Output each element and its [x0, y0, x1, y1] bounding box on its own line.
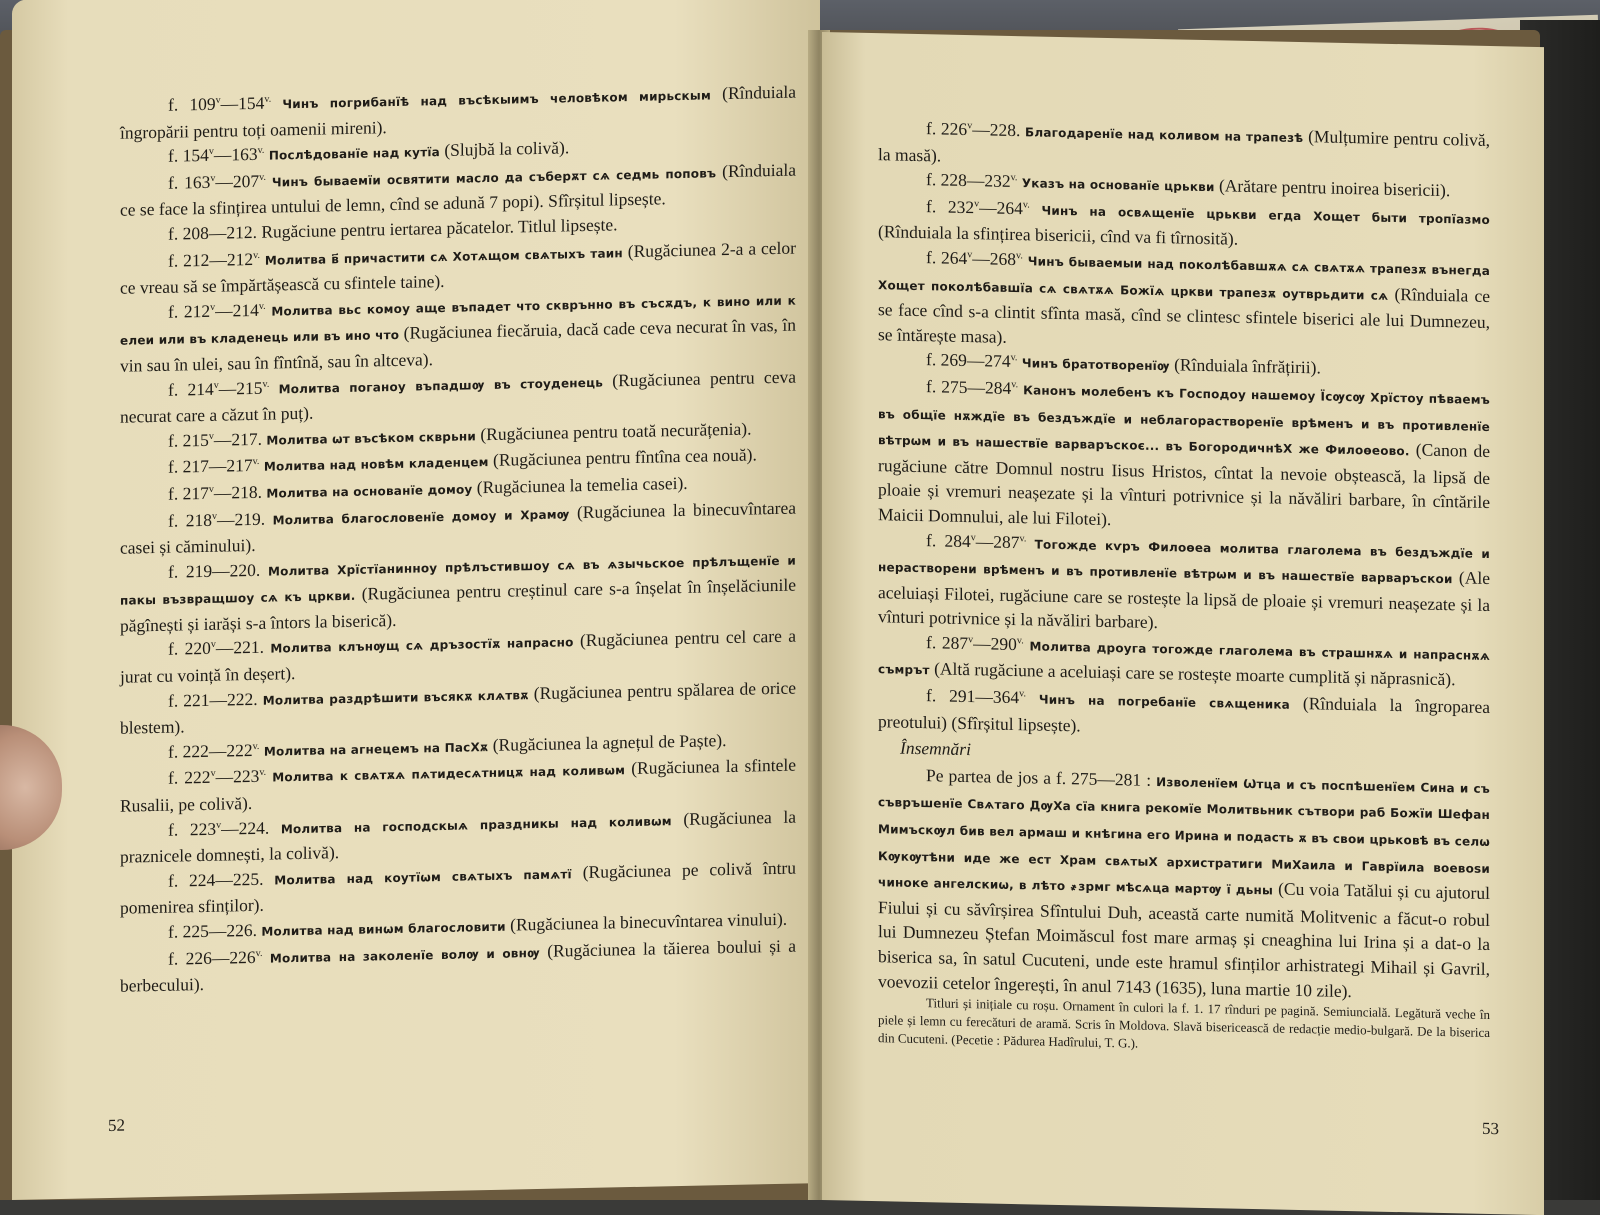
romanian-translation: (Rugăciunea la binecuvîntarea vinului).: [510, 908, 788, 935]
folio-start-verso: v: [208, 430, 214, 442]
slavonic-title: Молитва на заколенїе волѹ и овнѹ: [269, 945, 540, 966]
folio-start: f. 109: [168, 93, 216, 115]
romanian-translation: (Rînduiala îngropării pentru toți oamenii mireni).: [120, 81, 797, 143]
folio-end-verso: v.: [1011, 379, 1019, 391]
slavonic-title: Чинъ бываемїи освятити масло да съберѫт сѧ седмь поповъ: [271, 166, 717, 190]
catalog-entry: [120, 286, 796, 378]
folio-start-verso: v: [208, 483, 214, 495]
folio-end-verso: v.: [259, 171, 266, 183]
folio-end: —222: [208, 739, 253, 761]
slavonic-title: Канонъ молебенъ къ Господоу нашемоу Їсѹсѹ Хрїстоу пѣваемъ въ общїе нѫждїе въ бездъждїе и неблагорастворенїе врѣменъ и въ противленїе вѣтрѡм и въ нашествїе варваръскоє... въ БогородичнѣХ же Филоѳеово.: [878, 383, 1490, 459]
folio-start: f. 275: [926, 376, 968, 397]
romanian-translation: (Rugăciunea pentru ceva necurat care a căzut în puț).: [120, 366, 796, 427]
romanian-translation: (Altă rugăciune a aceluiași care se rostește moarte cumplită și năprasnică).: [934, 658, 1456, 690]
catalog-entry: [120, 546, 796, 638]
romanian-translation: (Rugăciunea pe colivă întru pomenirea sfinților).: [120, 857, 797, 919]
folio-end: —274: [966, 350, 1011, 372]
folio-end-verso: v.: [1016, 635, 1024, 647]
folio-end-verso: v.: [255, 947, 263, 959]
folio-start-verso: v: [216, 819, 222, 831]
folio-start-verso: v: [215, 94, 221, 106]
folio-end: —154: [220, 92, 265, 114]
folio-start: f. 284: [926, 529, 971, 551]
catalog-entry: [878, 527, 1490, 642]
romanian-translation: (Rugăciunea fiecăruia, dacă cade ceva necurat în vas, în vin sau în ulei, sau în fîntînă, sau în altceva).: [120, 314, 796, 376]
right-page-entries: [878, 115, 1490, 746]
folio-end-verso: v.: [1016, 250, 1023, 262]
folio-start-verso: v: [210, 172, 216, 184]
folio-start-verso: v: [968, 634, 974, 646]
folio-end: —163: [213, 144, 258, 165]
folio-end: —226.: [208, 919, 257, 941]
catalog-entry: [878, 244, 1490, 359]
romanian-translation: (Rînduiala la sfințirea bisericii, cînd va fi tîrnosită).: [878, 221, 1239, 250]
folio-start-verso: v: [967, 120, 973, 132]
folio-end-verso: v.: [253, 249, 260, 261]
note-romanian: (Cu voia Tatălui și cu ajutorul Fiului și cu săvîrșirea Sfîntului Duh, această carte numită Molitvenic a făcut-o robul lui Dumnezeu Ștefan Moimăscul fost mare armaș și cneaghina lui Irina și a dat-o la biserica sa, în satul Cucuteni, unde este hramul sfinților arhistrategi Mihail și Gavril, voevozii cetelor îngerești, în anul 7143 (1635), luna martie 10 zile).: [878, 878, 1491, 1001]
folio-end-verso: v.: [252, 740, 260, 752]
folio-start: f. 218: [168, 509, 212, 531]
folio-start-verso: v: [211, 510, 217, 522]
folio-end: —217: [208, 455, 253, 477]
slavonic-title: Молитва над новѣм кладенцем: [263, 455, 489, 475]
footnote: Titluri și inițiale cu roșu. Ornament în culori la f. 1. 17 rînduri pe pagină. Semiuncială. Legătură veche în piele și lemn cu ferecături de aramă. Scris în Moldova. Slavă bisericească de redacție medio-bulgară. De la biserica din Cucuteni. (Pecetie : Pădurea Hadîrului, T. G.).: [878, 995, 1490, 1051]
folio-start: f. 264: [926, 247, 968, 269]
romanian-translation: Rugăciune pentru iertarea păcatelor. Titlul lipsește.: [261, 214, 618, 242]
note-slavonic: Изволенїем Ѡтца и съ поспѣшенїем Сина и съ съвръшенїе Свѧтаго ДѹХа сїа книга рекомїе Молитвьник сътвори раб Божїи Шефан Мимъскѹл бив вел армаш и кнѣгина его Ирина и подасть ѫ въ свои црьковѣ въ селѡ Кѹкѹтѣни иде же ест Храм свѧтыХ архистратиги МиХаила и Гаврїила воевоѕи чиноке ангелскиѡ, в лѣто ҂зрмг мѣсѧца мартѹ ї дьны: [878, 774, 1491, 898]
folio-start: f. 214: [168, 378, 214, 400]
folio-end-verso: v.: [258, 300, 266, 312]
left-page: [12, 0, 820, 1200]
folio-start: f. 212: [168, 249, 210, 271]
folio-end-verso: v.: [1022, 199, 1030, 211]
romanian-translation: (Rugăciunea la temelia casei).: [476, 472, 688, 498]
note-intro: Pe partea de jos a f. 275—281 :: [926, 765, 1152, 790]
romanian-translation: (Rînduiala la îngroparea preotului) (Sfîrșitul lipsește).: [878, 693, 1491, 736]
folio-end: —268: [972, 248, 1017, 270]
catalog-entry: [878, 373, 1490, 539]
folio-end: —218.: [213, 481, 262, 503]
folio-start: f. 224: [168, 869, 216, 891]
slavonic-title: Молитва над винѡм благословити: [261, 919, 506, 939]
folio-start: f. 228: [926, 169, 967, 191]
folio-end: —219.: [216, 508, 266, 530]
folio-end-verso: v.: [1010, 172, 1018, 184]
folio-start-verso: v: [210, 301, 216, 313]
folio-start: f. 269: [926, 349, 967, 371]
romanian-translation: (Rînduiala înfrățirii).: [1174, 354, 1321, 378]
folio-start: f. 223: [168, 818, 217, 840]
notes-heading: Însemnări: [900, 737, 971, 760]
romanian-translation: (Rugăciunea 2-a a celor ce vreau să se împărtășească cu sfintele taine).: [120, 237, 796, 298]
folio-start: f. 154: [168, 145, 209, 166]
slavonic-title: Молитва в҃ причастити сѧ Хотѧщом свѧтыхъ таин: [264, 245, 623, 268]
left-page-text: [120, 80, 796, 999]
folio-start: f. 221: [168, 689, 210, 711]
folio-end: —221.: [215, 637, 264, 659]
slavonic-title: Молитва клънѹщ сѧ дръзостїѫ напрасно: [270, 635, 574, 657]
folio-end: —224.: [221, 817, 270, 839]
romanian-translation: (Rînduiala ce se face cînd s-a clintit sfînta masă, cînd se clintesc sfintele biserici ale lui Dumnezeu, se întărește masa).: [878, 283, 1491, 347]
slavonic-title: Молитва на основанїе домоу: [266, 482, 473, 501]
folio-start: f. 222: [168, 767, 211, 789]
folio-end: —284: [967, 376, 1012, 398]
folio-end: —214: [215, 299, 259, 321]
folio-end-verso: v.: [252, 456, 260, 468]
right-page: [822, 32, 1544, 1215]
romanian-translation: (Slujbă la colivă).: [444, 137, 570, 161]
folio-start: f. 219: [168, 560, 213, 582]
folio-end-verso: v.: [257, 145, 265, 157]
slavonic-title: Молитва к свѧтѫѧ пѧтидесѧтницѫ над коливѡм: [272, 763, 626, 785]
folio-end: —207: [215, 170, 260, 192]
slavonic-title: Чинъ бываемыи над поколѣбавшѫѧ сѧ свѧтѫѧ трапезѫ вънегда Хощет поколѣбавшїа сѧ свѧтѫѧ Божїѧ цркви трапезѫ оутврьдити сѧ: [878, 254, 1491, 303]
slavonic-title: Тогожде кѵръ Филоѳеа молитва глаголема въ бездъждїе и нерастворени врѣменъ и въ противленїе вѣтрѡм и въ нашествїе варваръскои: [878, 536, 1491, 587]
romanian-translation: (Mulțumire pentru colivă, la masă).: [878, 126, 1491, 166]
folio-start: f. 217: [168, 456, 209, 478]
page-number-left: 52: [108, 1115, 125, 1135]
romanian-translation: (Rugăciunea la sfintele Rusalii, pe colivă).: [120, 755, 797, 816]
slavonic-title: Молитва благословенїе домоу и Храмѹ: [272, 506, 570, 528]
folio-end-verso: v.: [1019, 688, 1026, 700]
folio-start: f. 225: [168, 920, 209, 942]
slavonic-title: Молитва Хрїстїанинноу прѣлъстившоу сѧ въ ѧзычьское прѣлъщенїе и пакы възвращшоу сѧ къ цркви.: [120, 553, 796, 609]
romanian-translation: (Rugăciunea la tăierea boului și a berbecului).: [120, 935, 797, 996]
slavonic-title: Благодаренїе над коливом на трапезѣ: [1025, 125, 1304, 146]
folio-start: f. 220: [168, 638, 211, 660]
folio-start-verso: v: [974, 198, 980, 210]
folio-end: —215: [218, 377, 263, 399]
folio-start: f. 232: [926, 195, 975, 217]
folio-start: f. 212: [168, 300, 211, 322]
folio-end-verso: v.: [1010, 352, 1018, 364]
folio-end: —220.: [212, 559, 261, 581]
folio-start: f. 163: [168, 171, 211, 193]
romanian-translation: (Rugăciunea pentru fîntîna cea nouă).: [493, 444, 757, 471]
romanian-translation: (Ale aceluiași Filotei, rugăciune care se rostește la lipsă de ploaie și vremuri neașezate și la vînturi potrivnice și la năvăliri barbare).: [878, 567, 1490, 633]
slavonic-title: Молитва ѡт въсѣком скврьни: [266, 429, 476, 448]
folio-start: f. 226: [926, 118, 968, 140]
slavonic-title: Чинъ на погребанїе свѧщеника: [1038, 692, 1290, 712]
slavonic-title: Молитва на агнецемъ на ПасХѫ: [263, 739, 489, 759]
slavonic-title: Указъ на основанїе црькви: [1021, 176, 1215, 195]
romanian-translation: (Rugăciunea pentru spălarea de orice blestem).: [120, 677, 797, 738]
folio-start-verso: v: [210, 639, 216, 651]
slavonic-title: Послѣдованїе над кутїа: [268, 145, 440, 163]
slavonic-title: Чинъ братотворенїѹ: [1021, 356, 1170, 374]
folio-end: —264: [979, 197, 1023, 218]
right-page-text: [878, 115, 1490, 1060]
romanian-translation: (Rugăciunea pentru cel care a jurat cu voință în deșert).: [120, 626, 797, 687]
folio-start: f. 291: [926, 685, 976, 707]
folio-end-verso: v.: [259, 767, 267, 779]
folio-start: f. 226: [168, 947, 212, 969]
folio-end-verso: v.: [1019, 532, 1027, 544]
folio-end: —364: [975, 686, 1020, 708]
folio-start: f. 208: [168, 222, 209, 244]
folio-start-verso: v: [970, 531, 976, 543]
romanian-translation: (Rugăciunea la agnețul de Paște).: [492, 729, 727, 755]
folio-end: —290: [973, 633, 1017, 654]
slavonic-title: Чинъ на освѧщенїе црькви егда Хощет быти тропїазмо: [1041, 203, 1490, 227]
slavonic-title: Молитва поганоу въпадшѹ въ стоуденець: [278, 375, 603, 396]
folio-end: —232: [966, 170, 1011, 192]
slavonic-title: Чинъ погрибанїѣ над въсѣкыимъ человѣком мирьскым: [282, 88, 711, 112]
folio-start-verso: v: [967, 249, 973, 261]
slavonic-title: Молитва на господскыѧ праздникы над коливѡм: [280, 813, 672, 836]
folio-start: f. 215: [168, 429, 209, 451]
romanian-translation: (Arătare pentru inoirea bisericii).: [1218, 175, 1451, 201]
folio-end: —287: [975, 530, 1020, 552]
folio-end: —223: [215, 766, 260, 788]
folio-end-verso: v.: [264, 93, 272, 105]
slavonic-title: Молитва дроуга тогожде глаголема въ страшнѫѧ и напраснѫѧ съмрът: [878, 639, 1491, 678]
romanian-translation: (Rugăciunea la binecuvîntarea casei și căminului).: [120, 497, 797, 558]
folio-end: —225.: [215, 868, 264, 890]
folio-end: —212: [209, 248, 254, 270]
folio-end: —228.: [972, 119, 1021, 141]
folio-end: —217.: [213, 428, 262, 450]
folio-start-verso: v: [213, 379, 219, 391]
folio-end-verso: v.: [262, 378, 270, 390]
romanian-translation: (Rugăciunea la praznicele domnești, la colivă).: [120, 806, 797, 867]
slavonic-title: Молитва вьс комоу аще въпадет что скврънно въ съсѫдъ, к вино или к елеи или въ кладенець или въ ино что: [120, 293, 797, 349]
folio-start: f. 222: [168, 740, 209, 762]
folio-end: —212.: [208, 221, 257, 243]
folio-start: f. 287: [926, 632, 969, 653]
romanian-translation: (Rugăciunea pentru creștinul care s-a înșelat în înșelăciunile păgînești și iarăși s-a întors la biserică).: [120, 574, 796, 636]
note-paragraph: [878, 762, 1490, 1006]
slavonic-title: Молитва над коутїѡм свѧтыхъ памѧтї: [274, 867, 572, 888]
folio-start-verso: v: [210, 768, 216, 780]
page-number-right: 53: [1482, 1118, 1499, 1139]
romanian-translation: (Canon de rugăciune către Domnul nostru Iisus Hristos, cîntat la nevoie obștească, la lipsă de ploaie și vremuri neașezate și la vînturi potrivnice și la năvăliri barbare, în cîntările Maicii Domnului, ale lui Filotei).: [878, 439, 1490, 529]
slavonic-title: Молитва раздрѣшити въсякѫ клѧтвѫ: [262, 687, 529, 708]
romanian-translation: (Rînduiala ce se face la sfințirea untului de lemn, cînd se adună 7 popi). Sfîrșitul lipsește.: [120, 159, 797, 221]
folio-start: f. 217: [168, 482, 209, 504]
romanian-translation: (Rugăciunea pentru toată necurățenia).: [480, 418, 752, 444]
folio-start-verso: v: [208, 146, 214, 158]
folio-end: —222.: [209, 688, 258, 710]
folio-end: —226: [211, 946, 256, 968]
